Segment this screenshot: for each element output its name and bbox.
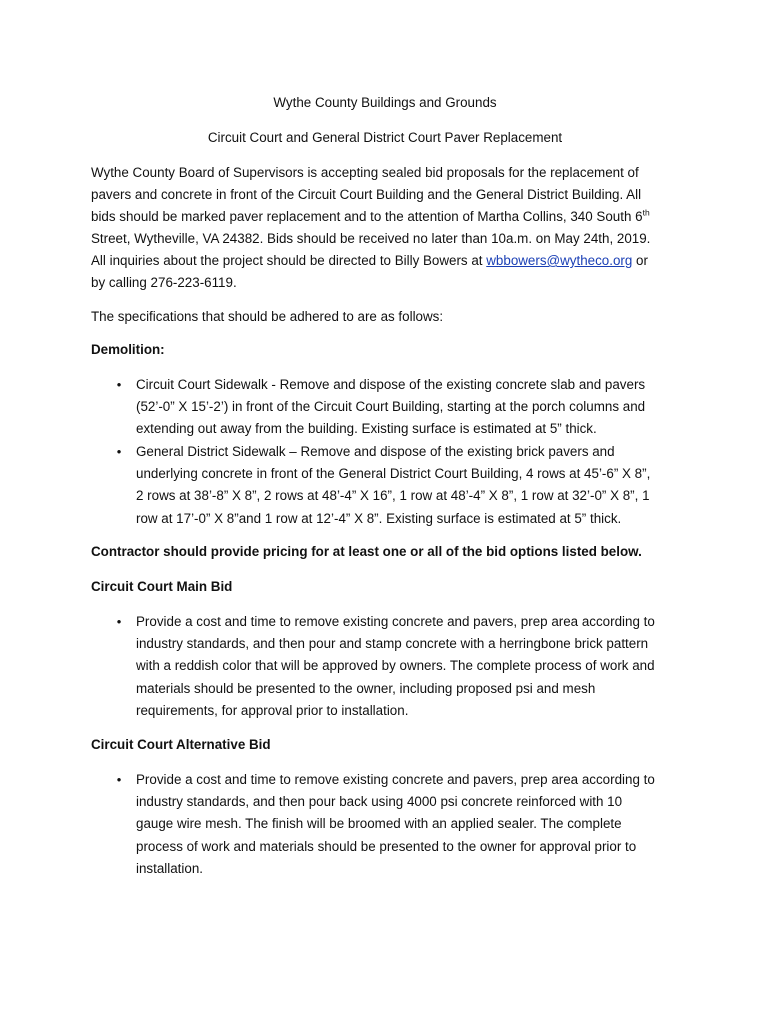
bullet-line: 2 rows at 38’-8” X 8”, 2 rows at 48’-4” X 16”, 1 row at 48’-4” X 8”, 1 row at 32’-0” X 8”, 1 <box>136 488 650 504</box>
bullet-line: extending out away from the building. Existing surface is estimated at 5” thick. <box>136 421 597 437</box>
intro-line-text: bids should be marked paver replacement and to the attention of Martha Collins, 340 South 6 <box>91 209 643 224</box>
alt-bid-heading: Circuit Court Alternative Bid <box>91 737 271 752</box>
intro-paragraph <box>91 162 691 294</box>
bullet-text <box>136 374 696 441</box>
bullet-line: materials should be presented to the owner, including proposed psi and mesh <box>136 680 596 696</box>
intro-line-text: All inquiries about the project should be directed to Billy Bowers at <box>91 253 487 268</box>
bullet-line: industry standards, and then pour back using 4000 psi concrete reinforced with 10 <box>136 794 623 810</box>
intro-line <box>91 250 691 272</box>
bullet-icon: • <box>116 377 122 392</box>
bullet-line: underlying concrete in front of the General District Court Building, 4 rows at 45’-6” X 8”, <box>136 466 651 482</box>
intro-line <box>91 206 691 228</box>
bullet-line: Provide a cost and time to remove existing concrete and pavers, prep area according to <box>136 772 655 787</box>
bullet-icon: • <box>116 444 122 459</box>
email-link[interactable]: wbbowers@wytheco.org <box>486 253 633 268</box>
bullet-icon: • <box>116 614 122 629</box>
intro-line: Street, Wytheville, VA 24382. Bids should be received no later than 10a.m. on May 24th, 2019. <box>91 231 651 246</box>
ordinal-superscript: th <box>642 207 650 218</box>
intro-line-text: or <box>632 253 648 268</box>
bullet-line: industry standards, and then pour and stamp concrete with a herringbone brick pattern <box>136 636 649 652</box>
demolition-heading: Demolition: <box>91 342 165 357</box>
document-subtitle: Circuit Court and General District Court Paver Replacement <box>207 130 563 145</box>
bullet-line: with a reddish color that will be approved by owners. The complete process of work and <box>136 658 655 674</box>
bullet-icon: • <box>116 772 122 787</box>
intro-line: by calling 276-223-6119. <box>91 275 237 290</box>
bullet-text <box>136 611 696 722</box>
specs-intro-text: The specifications that should be adhered to are as follows: <box>91 309 444 324</box>
bullet-line: gauge wire mesh. The finish will be broomed with an applied sealer. The complete <box>136 816 622 832</box>
contractor-note: Contractor should provide pricing for at least one or all of the bid options listed below. <box>91 544 642 559</box>
bullet-line: (52’-0” X 15’-2’) in front of the Circuit Court Building, starting at the porch columns and <box>136 399 646 415</box>
bullet-line: Provide a cost and time to remove existing concrete and pavers, prep area according to <box>136 614 655 629</box>
bullet-line: Circuit Court Sidewalk - Remove and dispose of the existing concrete slab and pavers <box>136 377 646 392</box>
bullet-line: row at 17’-0” X 8”and 1 row at 12’-4” X 8”. Existing surface is estimated at 5” thick. <box>136 510 622 526</box>
bullet-text <box>136 441 696 530</box>
bullet-line: process of work and materials should be presented to the owner for approval prior to <box>136 838 637 854</box>
bullet-line: requirements, for approval prior to installation. <box>136 702 409 718</box>
intro-line: pavers and concrete in front of the Circuit Court Building and the General District Building. All <box>91 187 642 202</box>
main-bid-heading: Circuit Court Main Bid <box>91 579 233 594</box>
intro-line: Wythe County Board of Supervisors is accepting sealed bid proposals for the replacement of <box>91 165 639 180</box>
specs-intro <box>91 306 691 328</box>
bullet-line: installation. <box>136 860 203 876</box>
document-title: Wythe County Buildings and Grounds <box>273 95 497 110</box>
bullet-line: General District Sidewalk – Remove and dispose of the existing brick pavers and <box>136 444 615 459</box>
bullet-text <box>136 769 696 880</box>
